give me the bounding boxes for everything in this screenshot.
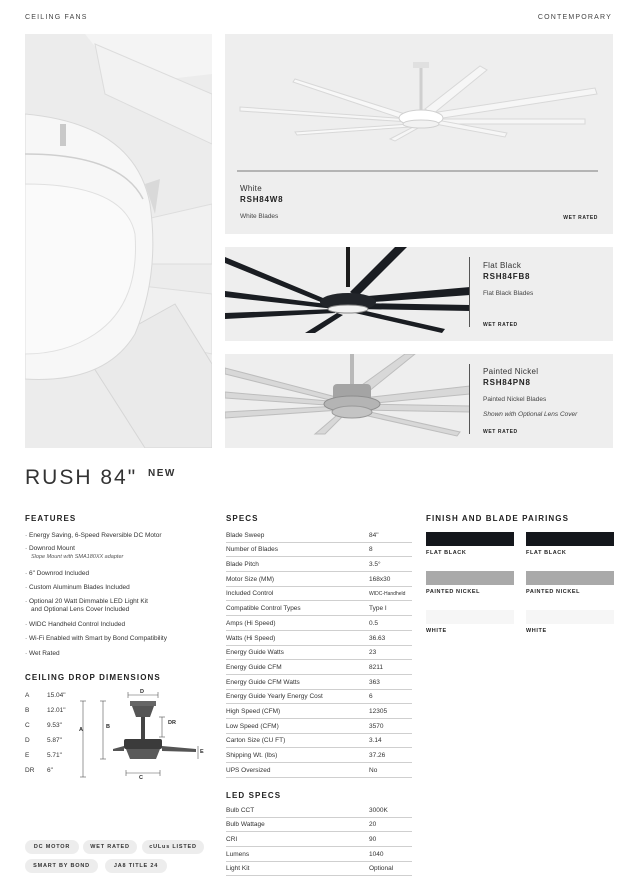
led-specs-title: LED SPECS — [226, 791, 282, 800]
category-label: CEILING FANS — [25, 14, 88, 21]
spec-row — [226, 572, 412, 587]
diagram-label-a: A — [79, 727, 83, 733]
feature-item: · Energy Saving, 6-Speed Reversible DC Motor — [25, 532, 162, 539]
cert-badge: JA8 TITLE 24 — [105, 859, 167, 873]
dim-row: B 12.01" — [25, 707, 66, 714]
spec-row — [226, 690, 412, 705]
spec-label: Energy Guide CFM — [226, 663, 282, 671]
dim-row: A 15.04" — [25, 692, 66, 699]
spec-row — [226, 734, 412, 749]
finish-blades: Painted Nickel Blades — [483, 396, 547, 403]
led-specs-table — [226, 803, 412, 883]
led-spec-row — [226, 818, 412, 833]
finish-swatch — [526, 571, 614, 585]
spec-value: 168x30 — [369, 575, 391, 583]
finish-swatch — [526, 610, 614, 624]
spec-row — [226, 704, 412, 719]
wet-rated-label: WET RATED — [563, 215, 598, 221]
white-fan-illustration — [225, 34, 613, 184]
spec-label: Blade Sweep — [226, 531, 265, 539]
feature-sub: Slope Mount with SMA180XX adapter — [31, 554, 124, 560]
specs-table — [226, 528, 412, 778]
finish-code: RSH84FB8 — [483, 272, 531, 281]
spec-label: Lumens — [226, 850, 250, 858]
dimensions-table — [25, 690, 85, 780]
swatch-label: WHITE — [426, 628, 447, 634]
spec-label: Motor Size (MM) — [226, 575, 275, 583]
spec-value: 6 — [369, 693, 373, 701]
product-title — [25, 466, 176, 490]
spec-value: 3570 — [369, 722, 384, 730]
pairings-title: FINISH AND BLADE PAIRINGS — [426, 514, 570, 523]
finish-swatch — [426, 532, 514, 546]
spec-value: 8 — [369, 546, 373, 554]
spec-label: High Speed (CFM) — [226, 708, 281, 716]
feature-item: · Optional 20 Watt Dimmable LED Light Kit — [25, 598, 148, 605]
spec-value: 20 — [369, 821, 377, 829]
cert-badge: DC MOTOR — [25, 840, 79, 854]
finish-code: RSH84W8 — [240, 195, 284, 204]
spec-row — [226, 602, 412, 617]
dimensions-title: CEILING DROP DIMENSIONS — [25, 673, 161, 682]
swatch-label: FLAT BLACK — [426, 550, 467, 556]
spec-value: 3.14 — [369, 737, 382, 745]
spec-row — [226, 763, 412, 778]
diagram-label-b: B — [106, 724, 110, 730]
finish-note: Shown with Optional Lens Cover — [483, 411, 578, 418]
finish-name: Flat Black — [483, 261, 522, 270]
feature-item: · Wet Rated — [25, 650, 60, 657]
led-spec-row — [226, 832, 412, 847]
spec-row — [226, 719, 412, 734]
spec-value: 3.5° — [369, 561, 381, 569]
feature-item: · Custom Aluminum Blades Included — [25, 584, 130, 591]
led-spec-row — [226, 803, 412, 818]
specs-title: SPECS — [226, 514, 259, 523]
spec-row — [226, 749, 412, 764]
spec-value: 37.26 — [369, 752, 386, 760]
spec-row — [226, 660, 412, 675]
spec-label: Bulb CCT — [226, 806, 255, 814]
spec-label: Shipping Wt. (lbs) — [226, 752, 278, 760]
finish-name: White — [240, 184, 262, 193]
spec-value: 1040 — [369, 850, 384, 858]
diagram-label-c: C — [139, 775, 143, 781]
swatch-label: WHITE — [526, 628, 547, 634]
spec-value: 23 — [369, 649, 377, 657]
dim-row: E 5.71" — [25, 752, 62, 759]
spec-label: Carton Size (CU FT) — [226, 737, 286, 745]
spec-value: 363 — [369, 678, 380, 686]
spec-value: 0.5 — [369, 619, 379, 627]
dim-row: C 9.53" — [25, 722, 62, 729]
finish-panel-white — [225, 34, 613, 234]
spec-label: UPS Oversized — [226, 766, 271, 774]
cert-badge: WET RATED — [83, 840, 137, 854]
spec-label: Light Kit — [226, 865, 250, 873]
spec-row — [226, 557, 412, 572]
spec-row — [226, 616, 412, 631]
spec-row — [226, 631, 412, 646]
feature-item: · Wi-Fi Enabled with Smart by Bond Compatibility — [25, 635, 167, 642]
feature-item: · Downrod Mount — [25, 545, 75, 552]
divider — [469, 257, 470, 327]
spec-value: 3000K — [369, 806, 388, 814]
divider — [469, 364, 470, 434]
spec-row — [226, 528, 412, 543]
spec-row — [226, 646, 412, 661]
wet-rated-label: WET RATED — [483, 322, 518, 328]
spec-label: Compatible Control Types — [226, 605, 301, 613]
new-badge: NEW — [148, 468, 176, 479]
spec-label: Watts (Hi Speed) — [226, 634, 276, 642]
finish-panel-flat-black — [225, 247, 613, 341]
spec-value: Type I — [369, 605, 387, 613]
style-label: CONTEMPORARY — [537, 14, 612, 21]
finish-swatch — [426, 571, 514, 585]
diagram-label-dr: DR — [168, 720, 176, 726]
spec-label: Low Speed (CFM) — [226, 722, 279, 730]
diagram-label-e: E — [200, 749, 204, 755]
finish-panel-painted-nickel — [225, 354, 613, 448]
wet-rated-label: WET RATED — [483, 429, 518, 435]
swatch-label: FLAT BLACK — [526, 550, 567, 556]
black-fan-illustration — [225, 247, 470, 341]
finish-blades: Flat Black Blades — [483, 290, 534, 297]
spec-label: Included Control — [226, 590, 274, 598]
led-spec-row — [226, 862, 412, 877]
spec-label: CRI — [226, 836, 238, 844]
dimension-diagram — [78, 689, 213, 784]
spec-value: 84" — [369, 531, 379, 539]
finish-code: RSH84PN8 — [483, 378, 531, 387]
finish-name: Painted Nickel — [483, 367, 539, 376]
drop-diagram-illustration — [78, 689, 213, 784]
finish-blades: White Blades — [240, 213, 279, 220]
feature-item-cont: and Optional Lens Cover Included — [31, 606, 130, 613]
dim-row: D 5.87" — [25, 737, 62, 744]
hero-image — [25, 34, 212, 448]
spec-value: 12305 — [369, 708, 388, 716]
spec-label: Amps (Hi Speed) — [226, 619, 276, 627]
spec-row — [226, 675, 412, 690]
nickel-fan-illustration — [225, 354, 470, 448]
swatch-label: PAINTED NICKEL — [426, 589, 481, 595]
spec-label: Energy Guide CFM Watts — [226, 678, 300, 686]
spec-row — [226, 543, 412, 558]
spec-label: Energy Guide Watts — [226, 649, 284, 657]
finish-swatch — [526, 532, 614, 546]
diagram-label-d: D — [140, 689, 144, 695]
feature-item: · WIDC Handheld Control Included — [25, 621, 126, 628]
spec-value: 36.63 — [369, 634, 386, 642]
spec-label: Bulb Wattage — [226, 821, 265, 829]
feature-item: · 6" Downrod Included — [25, 570, 90, 577]
spec-value: No — [369, 766, 378, 774]
spec-label: Blade Pitch — [226, 561, 259, 569]
spec-label: Number of Blades — [226, 546, 279, 554]
spec-value: WIDC-Handheld — [369, 591, 406, 598]
pairings-grid — [426, 532, 614, 642]
spec-value: 90 — [369, 836, 377, 844]
cert-badge: SMART BY BOND — [25, 859, 98, 873]
dim-row: DR 6" — [25, 767, 53, 774]
spec-value: Optional — [369, 865, 394, 873]
swatch-label: PAINTED NICKEL — [526, 589, 581, 595]
cert-badge: cULus LISTED — [142, 840, 204, 854]
spec-row — [226, 587, 412, 602]
features-title: FEATURES — [25, 514, 77, 523]
fan-closeup-illustration — [25, 34, 212, 448]
spec-value: 8211 — [369, 663, 383, 671]
product-name: RUSH 84" — [25, 466, 138, 489]
led-spec-row — [226, 847, 412, 862]
finish-swatch — [426, 610, 514, 624]
spec-label: Energy Guide Yearly Energy Cost — [226, 693, 323, 701]
